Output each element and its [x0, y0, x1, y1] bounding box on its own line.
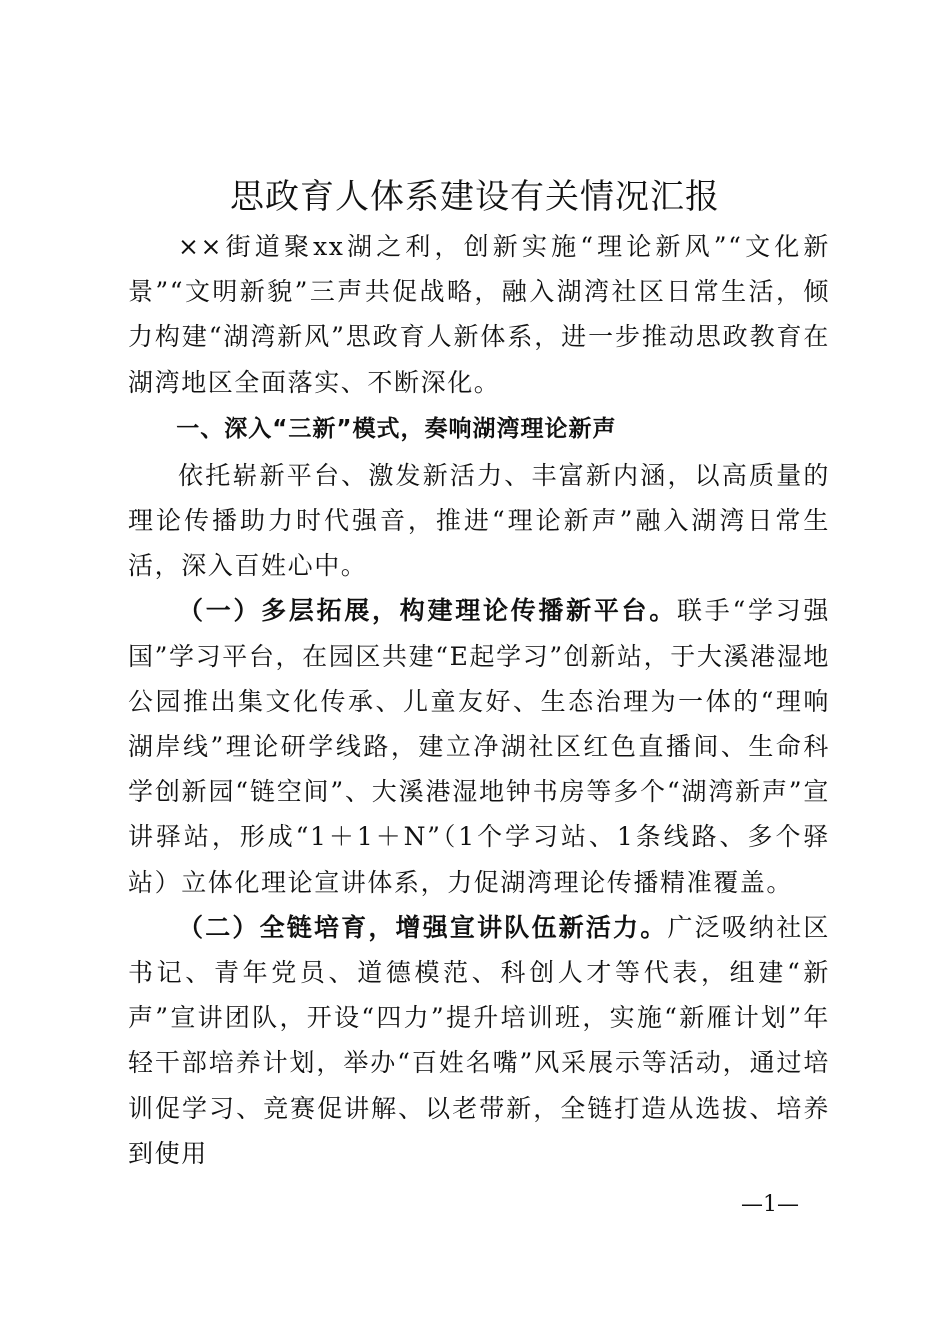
document-body: [128, 224, 830, 1176]
section-heading: 一、深入“三新”模式，奏响湖湾理论新声: [176, 415, 617, 442]
subsection-paragraph-1: [128, 588, 830, 904]
subsection-text-2: 广泛吸纳社区书记、青年党员、道德模范、科创人才等代表，组建“新声”宣讲团队，开设“四力”提升培训班，实施“新雁计划”年轻干部培养计划，举办“百姓名嘴”风采展示等活动，通过培训促学习、竞赛促讲解、以老带新，全链打造从选拔、培养到使用: [128, 912, 830, 1168]
subsection-lead-1: （一）多层拓展，构建理论传播新平台。: [178, 596, 677, 626]
subsection-lead-2: （二）全链培育，增强宣讲队伍新活力。: [178, 912, 668, 942]
subsection-paragraph-2: [128, 905, 830, 1176]
document-title: 思政育人体系建设有关情况汇报: [230, 177, 720, 217]
section-summary-paragraph: 依托崭新平台、激发新活力、丰富新内涵，以高质量的理论传播助力时代强音，推进“理论新声”融入湖湾日常生活，深入百姓心中。: [128, 460, 830, 581]
intro-paragraph: ××街道聚xx湖之利，创新实施“理论新风”“文化新景”“文明新貌”三声共促战略，融入湖湾社区日常生活，倾力构建“湖湾新风”思政育人新体系，进一步推动思政教育在湖湾地区全面落实、不断深化。: [128, 232, 830, 397]
page-number: —1—: [741, 1192, 799, 1217]
subsection-text-1: 联手“学习强国”学习平台，在园区共建“E起学习”创新站，于大溪港湿地公园推出集文化传承、儿童友好、生态治理为一体的“理响湖岸线”理论研学线路，建立净湖社区红色直播间、生命科学创新园“链空间”、大溪港湿地钟书房等多个“湖湾新声”宣讲驿站，形成“1＋1＋N”（1个学习站、1条线路、多个驿站）立体化理论宣讲体系，力促湖湾理论传播精准覆盖。: [128, 596, 830, 897]
